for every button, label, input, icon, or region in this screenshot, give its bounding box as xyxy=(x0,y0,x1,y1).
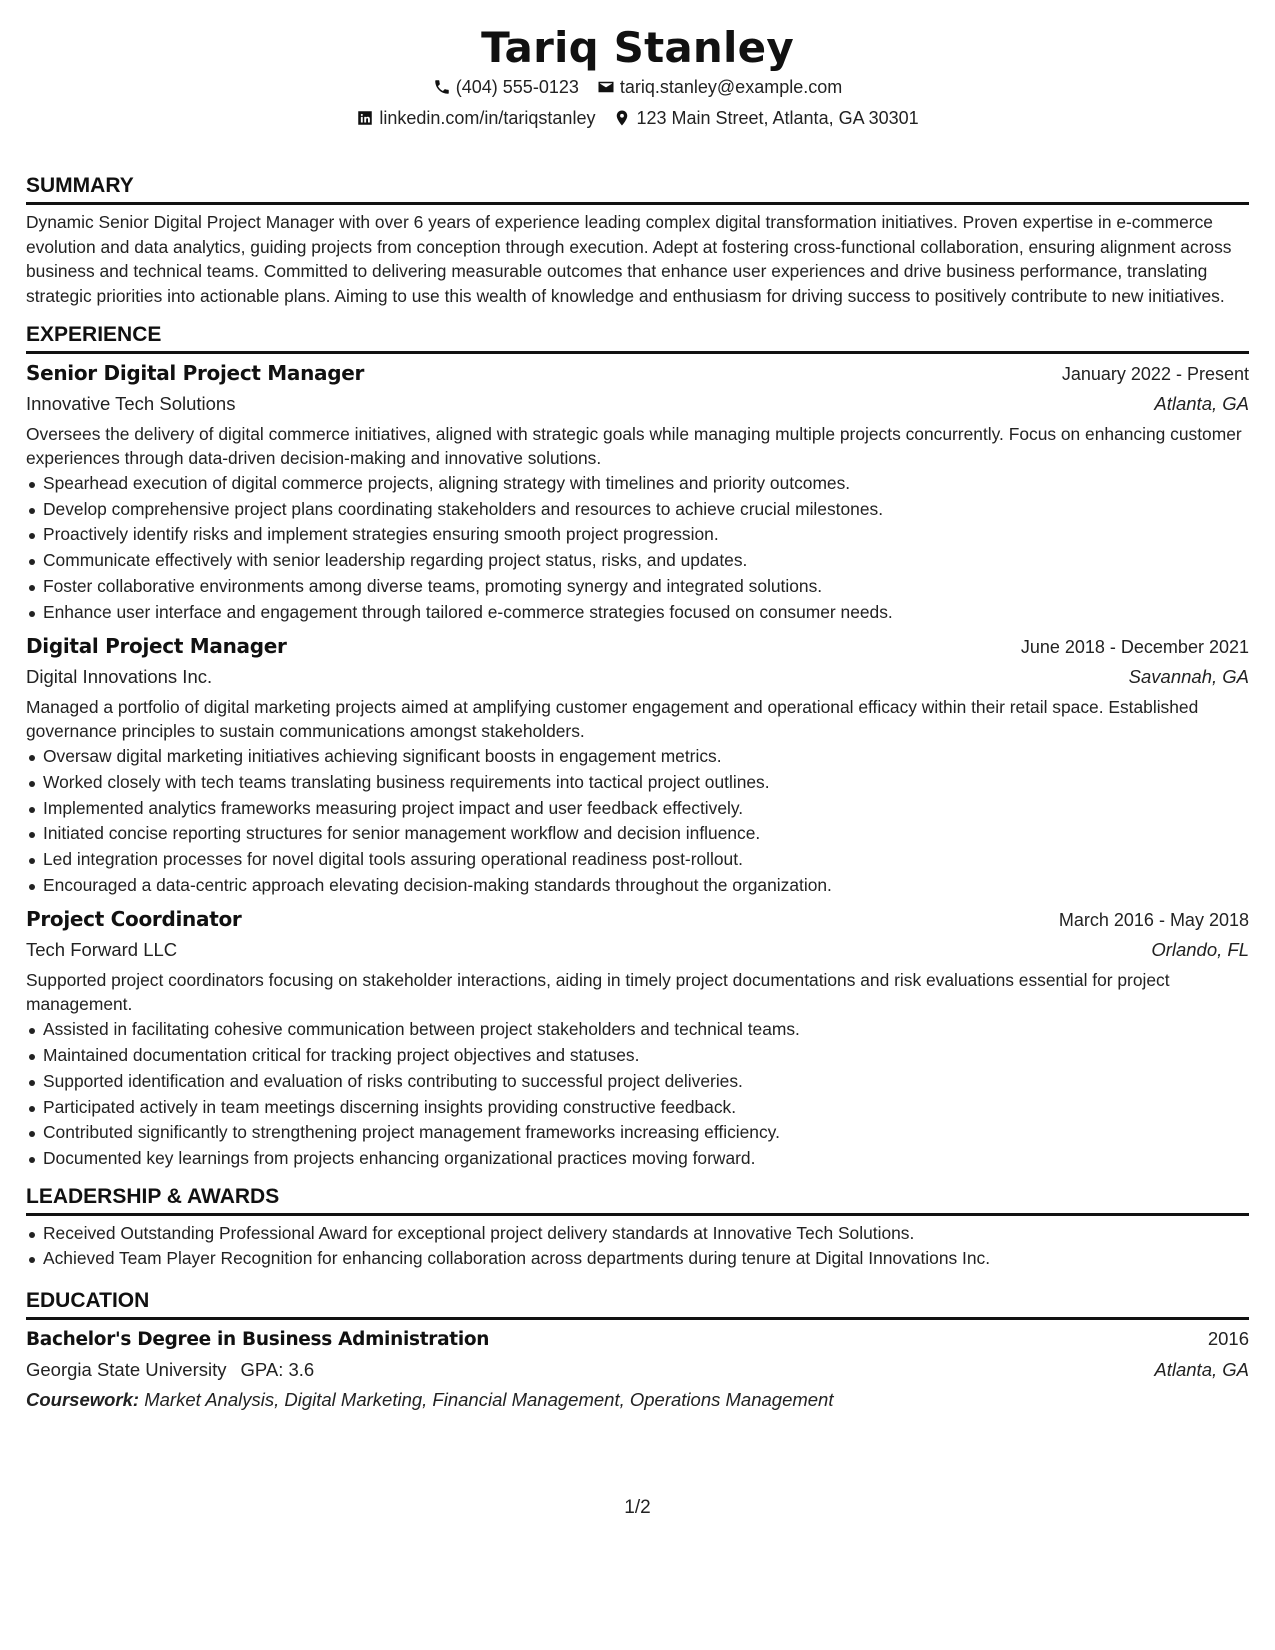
list-item: Maintained documentation critical for tracking project objectives and statuses. xyxy=(26,1043,1249,1069)
job-entry xyxy=(26,631,1249,898)
job-company: Innovative Tech Solutions xyxy=(26,393,236,414)
leadership-heading: LEADERSHIP & AWARDS xyxy=(26,1184,1249,1216)
job-company: Digital Innovations Inc. xyxy=(26,666,213,688)
summary-text: Dynamic Senior Digital Project Manager with over 6 years of experience leading complex digital transformation initiatives. Proven expertise in e-commerce evolution and data analytics, guiding projects from conception through execution. Adept at fostering cross-functional collaboration, ensuring alignment across business and technical teams. Committed to delivering measurable outcomes that enhance user experiences and drive business performance, translating strategic priorities into actionable plans. Aiming to use this wealth of knowledge and enthusiasm for driving success to positively contribute to new initiatives. xyxy=(26,212,1232,306)
list-item: Worked closely with tech teams translating business requirements into tactical project outlines. xyxy=(26,770,1249,796)
job-dates: June 2018 - December 2021 xyxy=(1020,637,1249,658)
job-location: Orlando, FL xyxy=(1151,939,1249,961)
list-item: Develop comprehensive project plans coordinating stakeholders and resources to achieve crucial milestones. xyxy=(26,497,1249,523)
list-item: Enhance user interface and engagement through tailored e-commerce strategies focused on consumer needs. xyxy=(26,600,1249,626)
job-entry xyxy=(26,358,1249,625)
job-dates: March 2016 - May 2018 xyxy=(1058,910,1249,931)
page-number: 1/2 xyxy=(624,1497,651,1518)
list-item: Supported identification and evaluation of risks contributing to successful project deliveries. xyxy=(26,1069,1249,1095)
envelope-icon xyxy=(597,78,615,96)
list-item: Led integration processes for novel digital tools assuring operational readiness post-rollout. xyxy=(26,847,1249,873)
degree-title: Bachelor's Degree in Business Administration xyxy=(26,1329,490,1351)
list-item: Initiated concise reporting structures for senior management workflow and decision influence. xyxy=(26,821,1249,847)
coursework-label: Coursework: xyxy=(26,1389,140,1411)
phone-contact xyxy=(433,76,579,98)
contact-line-1 xyxy=(26,76,1249,98)
job-location: Savannah, GA xyxy=(1128,666,1249,688)
coursework xyxy=(26,1385,1249,1415)
map-marker-icon xyxy=(613,109,631,127)
gpa: GPA: 3.6 xyxy=(240,1359,315,1381)
job-title: Digital Project Manager xyxy=(26,634,287,659)
list-item: Received Outstanding Professional Award for exceptional project delivery standards at Innovative Tech Solutions. xyxy=(26,1221,1249,1247)
school-info xyxy=(26,1355,314,1385)
contact-line-2 xyxy=(26,107,1249,129)
job-title: Senior Digital Project Manager xyxy=(26,361,365,385)
job-entry xyxy=(26,904,1249,1171)
phone-number: (404) 555-0123 xyxy=(455,77,579,97)
job-company: Tech Forward LLC xyxy=(26,939,178,961)
coursework-list: Market Analysis, Digital Marketing, Financial Management, Operations Management xyxy=(144,1389,834,1411)
phone-icon xyxy=(433,78,451,96)
address-contact xyxy=(613,107,918,129)
job-location: Atlanta, GA xyxy=(1154,393,1249,414)
job-dates: January 2022 - Present xyxy=(1061,364,1249,384)
job-bullets xyxy=(26,744,1249,898)
list-item: Proactively identify risks and implement strategies ensuring smooth project progression. xyxy=(26,522,1249,548)
job-header xyxy=(26,358,1249,389)
list-item: Implemented analytics frameworks measuring project impact and user feedback effectively. xyxy=(26,796,1249,822)
education-subheader xyxy=(26,1355,1249,1385)
job-description: Managed a portfolio of digital marketing projects aimed at amplifying customer engagement and operational efficacy within their retail space. Established governance principles to sustain communications amongst stakeholders. xyxy=(26,697,1199,741)
education-location: Atlanta, GA xyxy=(1154,1359,1249,1381)
linkedin-icon xyxy=(356,109,374,127)
job-subheader xyxy=(26,389,1249,419)
list-item: Oversaw digital marketing initiatives achieving significant boosts in engagement metrics. xyxy=(26,744,1249,770)
job-header xyxy=(26,904,1249,935)
list-item: Documented key learnings from projects enhancing organizational practices moving forward. xyxy=(26,1146,1249,1172)
address-text: 123 Main Street, Atlanta, GA 30301 xyxy=(636,108,919,128)
linkedin-contact[interactable] xyxy=(356,107,595,129)
list-item: Assisted in facilitating cohesive communication between project stakeholders and technical teams. xyxy=(26,1017,1249,1043)
linkedin-link[interactable]: linkedin.com/in/tariqstanley xyxy=(379,108,596,128)
list-item: Participated actively in team meetings discerning insights providing constructive feedback. xyxy=(26,1095,1249,1121)
job-subheader xyxy=(26,935,1249,965)
list-item: Contributed significantly to strengthening project management frameworks increasing efficiency. xyxy=(26,1120,1249,1146)
list-item: Communicate effectively with senior leadership regarding project status, risks, and updates. xyxy=(26,548,1249,574)
job-bullets xyxy=(26,1017,1249,1171)
school-name: Georgia State University xyxy=(26,1359,227,1381)
list-item: Achieved Team Player Recognition for enhancing collaboration across departments during tenure at Digital Innovations Inc. xyxy=(26,1246,1249,1272)
job-title: Project Coordinator xyxy=(26,907,242,932)
education-heading: EDUCATION xyxy=(26,1288,1249,1320)
job-description: Supported project coordinators focusing on stakeholder interactions, aiding in timely project documentations and risk evaluations essential for project management. xyxy=(26,970,1170,1014)
job-bullets xyxy=(26,471,1249,625)
list-item: Foster collaborative environments among diverse teams, promoting synergy and integrated solutions. xyxy=(26,574,1249,600)
email-contact[interactable] xyxy=(597,76,842,98)
education-header xyxy=(26,1324,1249,1355)
job-header xyxy=(26,631,1249,662)
candidate-name: Tariq Stanley xyxy=(481,23,794,72)
list-item: Encouraged a data-centric approach elevating decision-making standards throughout the organization. xyxy=(26,873,1249,899)
job-subheader xyxy=(26,662,1249,692)
summary-heading: SUMMARY xyxy=(26,173,1249,205)
resume-page xyxy=(26,0,1249,1415)
job-description: Oversees the delivery of digital commerce initiatives, aligned with strategic goals while managing multiple projects concurrently. Focus on enhancing customer experiences through data-driven decision-making and innovative solutions. xyxy=(26,424,1242,468)
email-link[interactable]: tariq.stanley@example.com xyxy=(619,77,843,97)
awards-list xyxy=(26,1221,1249,1272)
list-item: Spearhead execution of digital commerce projects, aligning strategy with timelines and priority outcomes. xyxy=(26,471,1249,497)
graduation-year: 2016 xyxy=(1207,1328,1249,1350)
experience-heading: EXPERIENCE xyxy=(26,322,1249,354)
